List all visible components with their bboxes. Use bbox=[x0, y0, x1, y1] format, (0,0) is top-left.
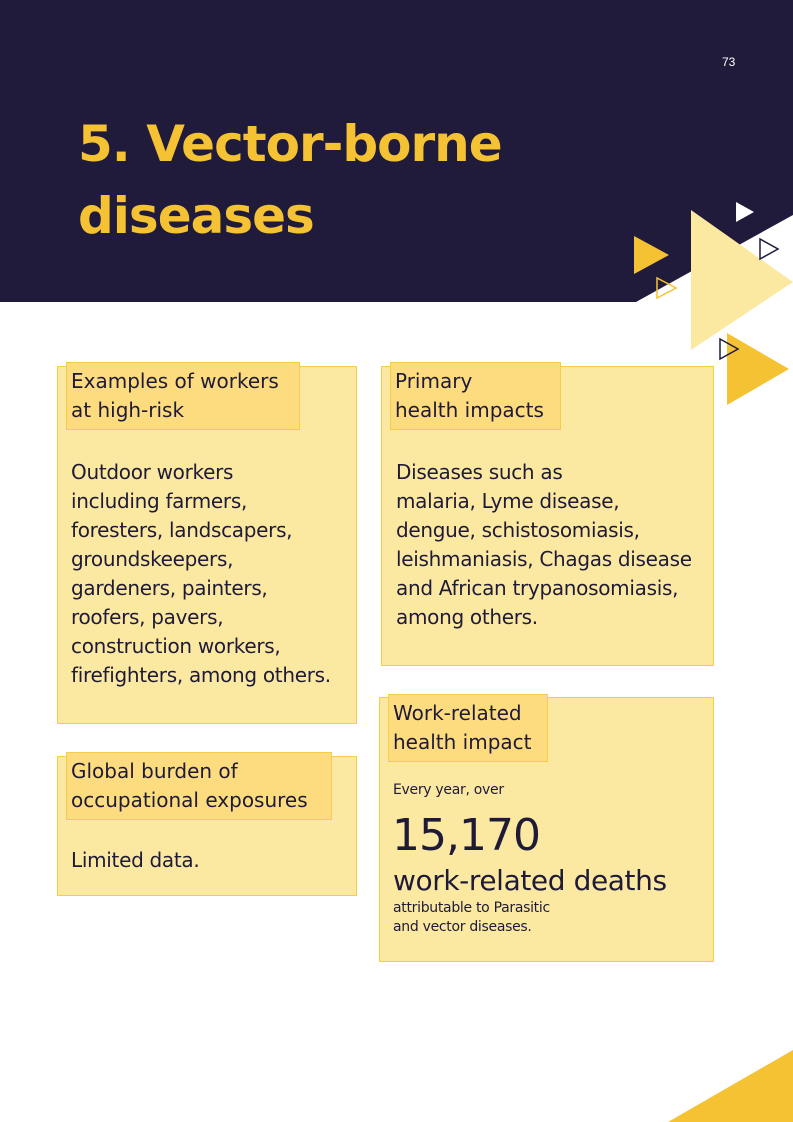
text-line: Diseases such as bbox=[396, 460, 563, 484]
tag-line: Examples of workers bbox=[71, 369, 279, 393]
text-line: firefighters, among others. bbox=[71, 663, 331, 687]
card-work-impact-tag bbox=[388, 694, 548, 762]
work-impact-number: 15,170 bbox=[392, 810, 540, 861]
text-line: groundskeepers, bbox=[71, 547, 234, 571]
tag-line: health impacts bbox=[395, 398, 544, 422]
text-line: foresters, landscapers, bbox=[71, 518, 293, 542]
note-line: attributable to Parasitic bbox=[393, 900, 550, 916]
text-line: among others. bbox=[396, 605, 538, 629]
title-line-1: 5. Vector-borne bbox=[78, 115, 502, 173]
work-impact-label: work-related deaths bbox=[393, 864, 667, 897]
tag-line: occupational exposures bbox=[71, 788, 308, 812]
page-number: 73 bbox=[722, 55, 736, 69]
play-triangle-icon bbox=[634, 236, 669, 274]
text-line: including farmers, bbox=[71, 489, 247, 513]
card-health-impacts-text bbox=[396, 458, 711, 632]
card-global-burden-text: Limited data. bbox=[71, 848, 200, 872]
card-workers-tag bbox=[66, 362, 300, 430]
text-line: Outdoor workers bbox=[71, 460, 234, 484]
play-triangle-large-icon bbox=[727, 333, 789, 405]
card-workers-text bbox=[71, 458, 356, 690]
work-impact-note bbox=[393, 899, 693, 937]
text-line: roofers, pavers, bbox=[71, 605, 224, 629]
tag-line: Work-related bbox=[393, 701, 522, 725]
tag-line: at high-risk bbox=[71, 398, 185, 422]
card-global-burden-tag bbox=[66, 752, 332, 820]
text-line: malaria, Lyme disease, bbox=[396, 489, 620, 513]
work-impact-intro: Every year, over bbox=[393, 782, 504, 798]
note-line: and vector diseases. bbox=[393, 919, 532, 935]
play-triangle-white-icon bbox=[736, 202, 754, 222]
text-line: gardeners, painters, bbox=[71, 576, 268, 600]
text-line: leishmaniasis, Chagas disease bbox=[396, 547, 692, 571]
text-line: construction workers, bbox=[71, 634, 281, 658]
text-line: dengue, schistosomiasis, bbox=[396, 518, 640, 542]
text-line: and African trypanosomiasis, bbox=[396, 576, 679, 600]
card-health-impacts-tag bbox=[390, 362, 561, 430]
tag-line: Global burden of bbox=[71, 759, 238, 783]
title-line-2: diseases bbox=[78, 187, 314, 245]
tag-line: health impact bbox=[393, 730, 532, 754]
corner-triangle-icon bbox=[668, 1050, 793, 1122]
tag-line: Primary bbox=[395, 369, 473, 393]
